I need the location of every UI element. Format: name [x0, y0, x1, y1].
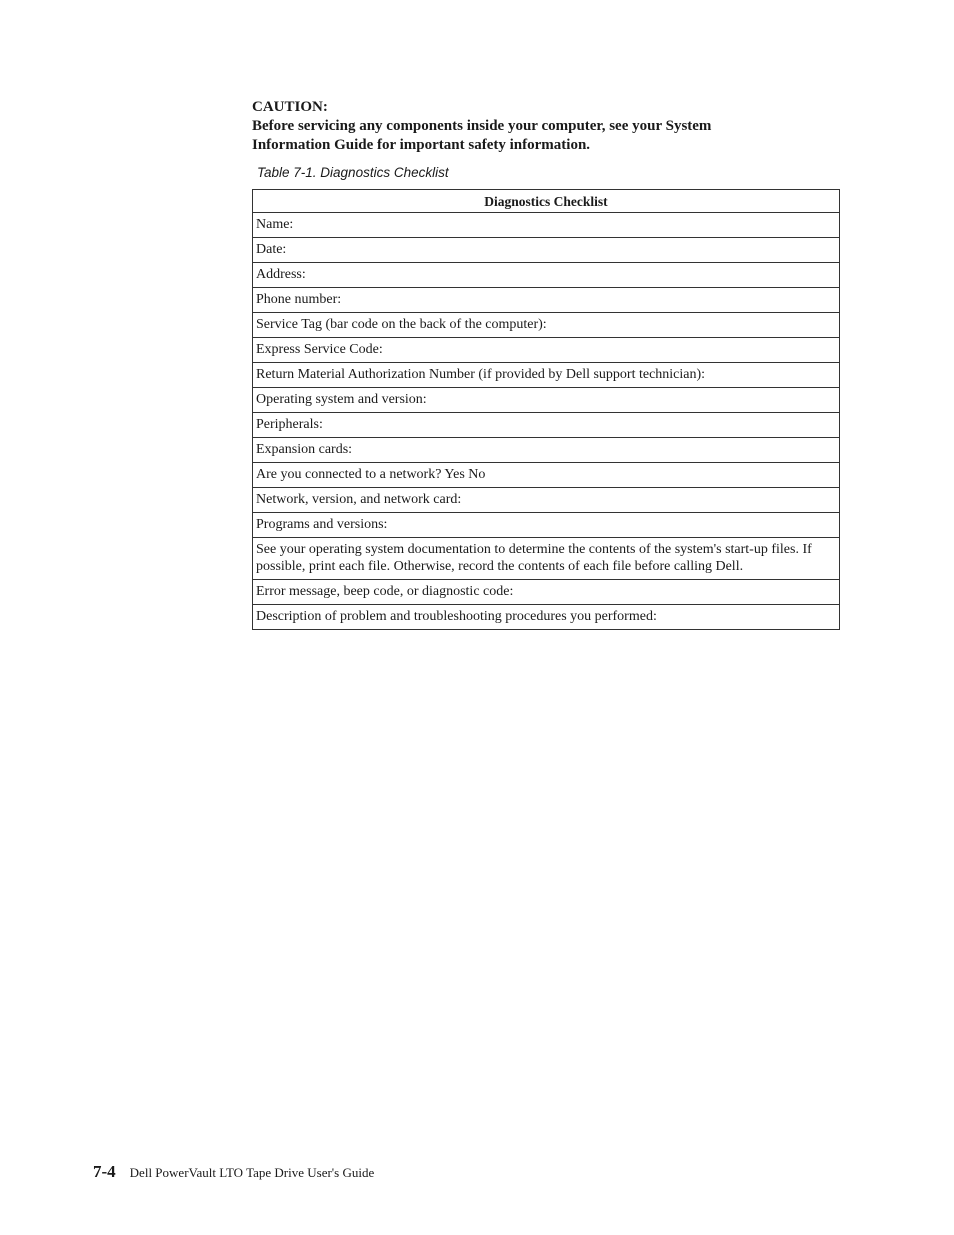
page-number: 7-4 — [93, 1162, 116, 1181]
row-phone-number: Phone number: — [253, 288, 840, 313]
row-operating-system: Operating system and version: — [253, 388, 840, 413]
caution-text-line-2: Information Guide for important safety information. — [252, 137, 591, 153]
document-title: Dell PowerVault LTO Tape Drive User's Guide — [129, 1165, 375, 1180]
table-row — [253, 213, 840, 238]
row-error-message: Error message, beep code, or diagnostic code: — [253, 580, 840, 605]
table-header-row — [253, 190, 840, 213]
table-row — [253, 313, 840, 338]
table-row — [253, 413, 840, 438]
table-row — [253, 288, 840, 313]
row-network-version: Network, version, and network card: — [253, 488, 840, 513]
diagnostics-checklist-table — [252, 189, 840, 630]
table-row — [253, 363, 840, 388]
caution-heading: CAUTION: — [252, 99, 328, 115]
row-date: Date: — [253, 238, 840, 263]
row-address: Address: — [253, 263, 840, 288]
table-row — [253, 605, 840, 630]
row-express-service-code: Express Service Code: — [253, 338, 840, 363]
row-rma-number: Return Material Authorization Number (if provided by Dell support technician): — [253, 363, 840, 388]
page-footer — [93, 1161, 374, 1184]
table-row — [253, 513, 840, 538]
table-row — [253, 580, 840, 605]
caution-notice — [252, 98, 832, 155]
table-row — [253, 338, 840, 363]
table-row — [253, 388, 840, 413]
row-problem-description: Description of problem and troubleshooting procedures you performed: — [253, 605, 840, 630]
table-row — [253, 463, 840, 488]
table-row — [253, 538, 840, 580]
row-network-connected: Are you connected to a network? Yes No — [253, 463, 840, 488]
row-expansion-cards: Expansion cards: — [253, 438, 840, 463]
table-row — [253, 263, 840, 288]
row-name: Name: — [253, 213, 840, 238]
caution-text-line-1: Before servicing any components inside your computer, see your System — [252, 118, 712, 134]
row-service-tag: Service Tag (bar code on the back of the computer): — [253, 313, 840, 338]
table-caption: Table 7-1. Diagnostics Checklist — [257, 165, 449, 180]
table-header: Diagnostics Checklist — [253, 190, 840, 213]
table-row — [253, 438, 840, 463]
table-row — [253, 238, 840, 263]
row-programs-versions: Programs and versions: — [253, 513, 840, 538]
row-startup-files: See your operating system documentation to determine the contents of the system's start-up files. If possible, print each file. Otherwise, record the contents of each file before calling Dell. — [253, 538, 840, 580]
row-peripherals: Peripherals: — [253, 413, 840, 438]
table-row — [253, 488, 840, 513]
